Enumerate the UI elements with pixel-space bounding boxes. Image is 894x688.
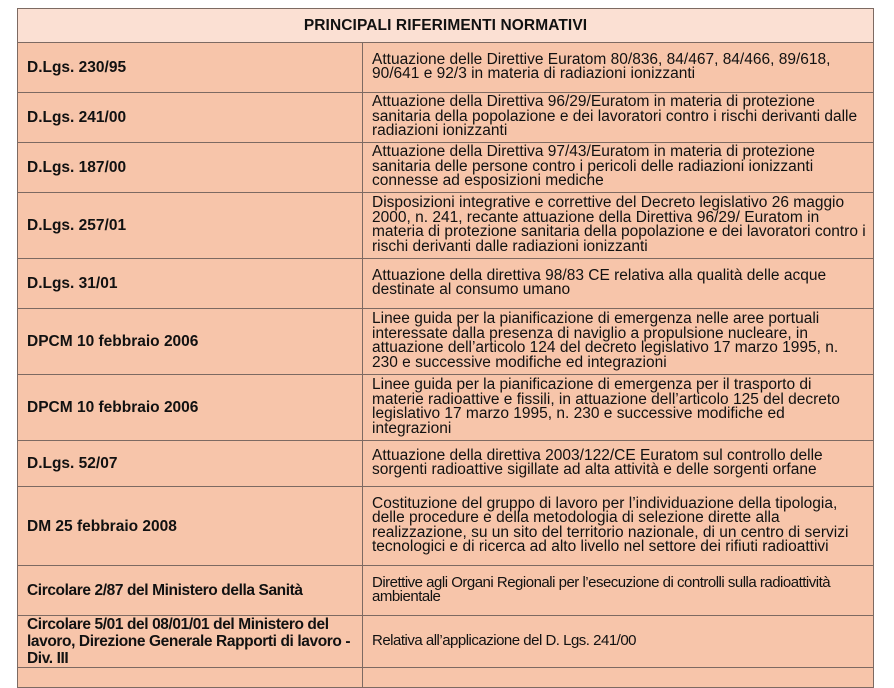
table-row <box>18 93 874 143</box>
description-cell: Attuazione della direttiva 98/83 CE relativa alla qualità delle acque destinate al consumo umano <box>363 259 874 309</box>
table-row <box>18 309 874 375</box>
reference-cell: DPCM 10 febbraio 2006 <box>18 309 363 375</box>
description-cell: Attuazione della direttiva 2003/122/CE Euratom sul controllo delle sorgenti radioattive sigillate ad alta attività e delle sorgenti orfane <box>363 441 874 487</box>
regulations-table <box>17 8 874 688</box>
reference-cell: D.Lgs. 257/01 <box>18 193 363 259</box>
table-row <box>18 375 874 441</box>
table-header-row <box>18 9 874 43</box>
reference-cell: D.Lgs. 52/07 <box>18 441 363 487</box>
table-title: PRINCIPALI RIFERIMENTI NORMATIVI <box>18 9 874 43</box>
reference-cell: Circolare 5/01 del 08/01/01 del Ministero del lavoro, Direzione Generale Rapporti di lavoro - Div. III <box>18 616 363 668</box>
table-row <box>18 259 874 309</box>
reference-cell: D.Lgs. 31/01 <box>18 259 363 309</box>
description-cell: Attuazione della Direttiva 96/29/Euratom in materia di protezione sanitaria della popolazione e dei lavoratori contro i rischi derivanti dalle radiazioni ionizzanti <box>363 93 874 143</box>
description-cell: Direttive agli Organi Regionali per l’esecuzione di controlli sulla radioattività ambientale <box>363 566 874 616</box>
description-cell: Relativa all’applicazione del D. Lgs. 241/00 <box>363 616 874 668</box>
reference-cell: DPCM 10 febbraio 2006 <box>18 375 363 441</box>
table-body <box>18 43 874 688</box>
description-cell: Linee guida per la pianificazione di emergenza nelle aree portuali interessate dalla presenza di naviglio a propulsione nucleare, in attuazione dell’articolo 124 del decreto legislativo 17 marzo 1995, n. 230 e successive modifiche ed integrazioni <box>363 309 874 375</box>
reference-cell: D.Lgs. 230/95 <box>18 43 363 93</box>
table-row <box>18 43 874 93</box>
reference-cell: D.Lgs. 241/00 <box>18 93 363 143</box>
table-row <box>18 566 874 616</box>
description-cell: Attuazione della Direttiva 97/43/Euratom in materia di protezione sanitaria delle persone contro i pericoli delle radiazioni ionizzanti connesse ad esposizioni mediche <box>363 143 874 193</box>
description-cell: Disposizioni integrative e correttive del Decreto legislativo 26 maggio 2000, n. 241, recante attuazione della Direttiva 96/29/ Euratom in materia di protezione sanitaria della popolazione e dei lavoratori contro i rischi derivanti dalle radiazioni ionizzanti <box>363 193 874 259</box>
reference-cell: Circolare 2/87 del Ministero della Sanità <box>18 566 363 616</box>
table-row <box>18 487 874 566</box>
reference-cell: D.Lgs. 187/00 <box>18 143 363 193</box>
regulations-table-container <box>17 8 873 688</box>
description-cell: Linee guida per la pianificazione di emergenza per il trasporto di materie radioattive e fissili, in attuazione dell’articolo 125 del decreto legislativo 17 marzo 1995, n. 230 e successive modifiche ed integrazioni <box>363 375 874 441</box>
table-row <box>18 193 874 259</box>
reference-cell: DM 25 febbraio 2008 <box>18 487 363 566</box>
table-row <box>18 143 874 193</box>
table-row <box>18 616 874 668</box>
description-cell: Attuazione delle Direttive Euratom 80/836, 84/467, 84/466, 89/618, 90/641 e 92/3 in materia di radiazioni ionizzanti <box>363 43 874 93</box>
description-cell: Costituzione del gruppo di lavoro per l’individuazione della tipologia, delle procedure e della metodologia di selezione dirette alla realizzazione, su un sito del territorio nazionale, di un centro di servizi tecnologici e di ricerca ad alto livello nel settore dei rifiuti radioattivi <box>363 487 874 566</box>
table-row <box>18 441 874 487</box>
